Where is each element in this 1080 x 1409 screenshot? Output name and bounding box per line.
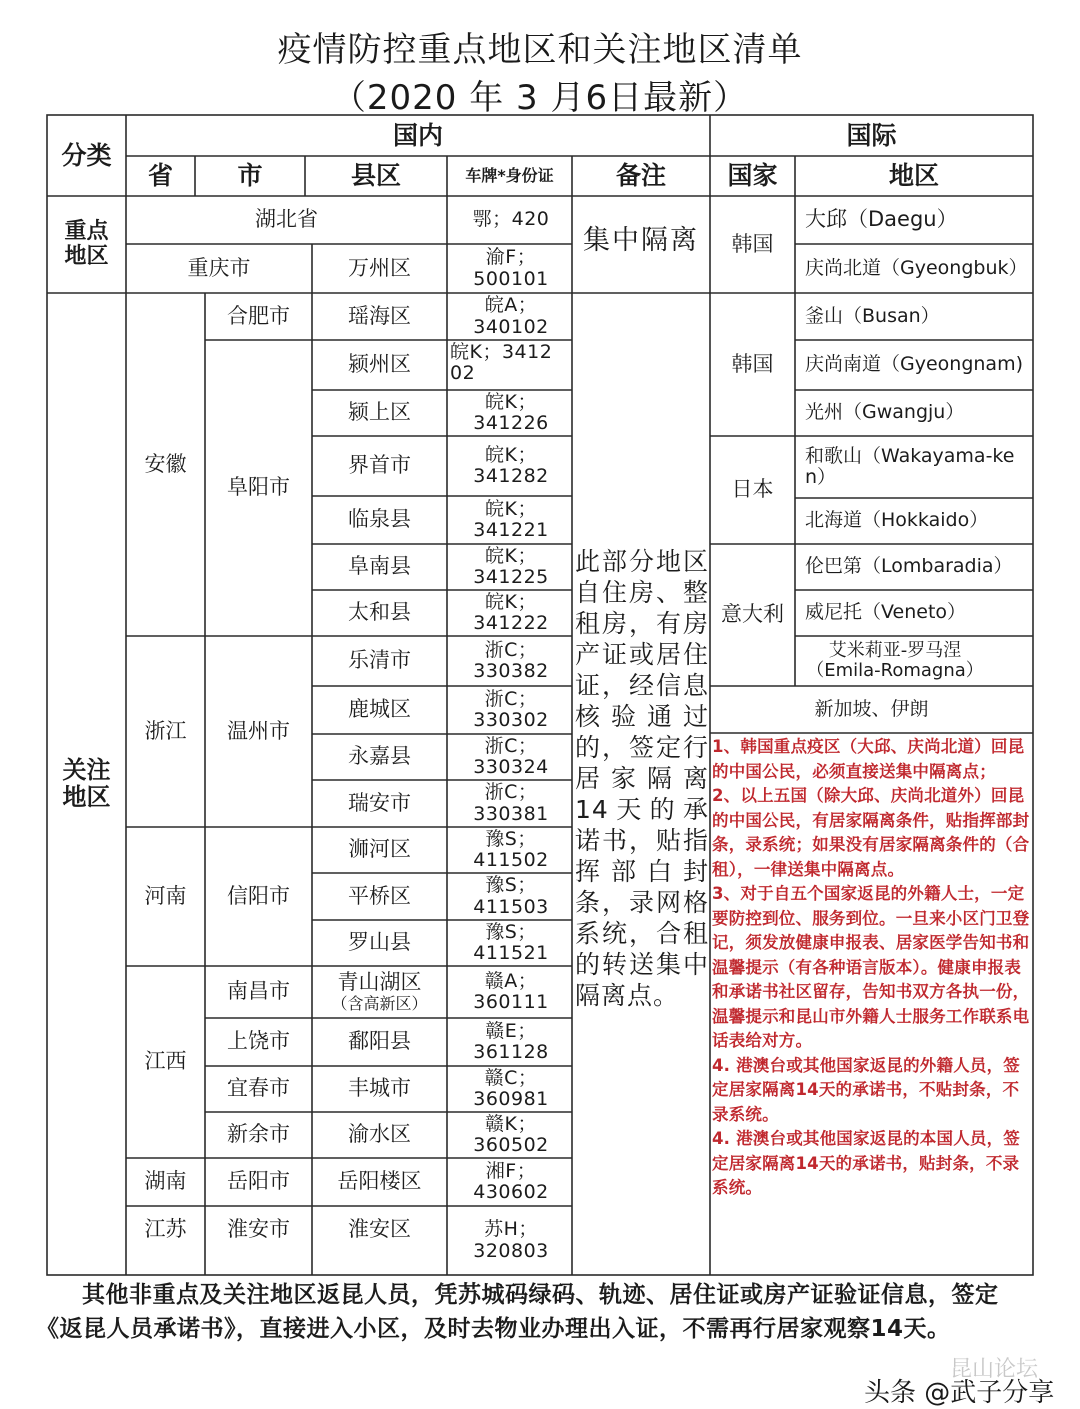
county-poyang: 鄱阳县 <box>348 1029 411 1054</box>
plate-huaian: 苏H；320803 <box>473 1218 549 1262</box>
county-lucheng: 鹿城区 <box>348 697 411 722</box>
province-hunan: 湖南 <box>144 1169 187 1194</box>
plate-qingshanhu: 赣A；360111 <box>473 969 549 1013</box>
city-xinyang: 信阳市 <box>227 883 290 908</box>
county-linquan: 临泉县 <box>348 507 411 532</box>
city-hefei: 合肥市 <box>227 303 290 328</box>
county-yushui: 渝水区 <box>348 1122 411 1147</box>
county-qingshanhu <box>312 966 447 1018</box>
page-title: 疫情防控重点地区和关注地区清单 <box>277 30 803 70</box>
county-yueqing: 乐清市 <box>348 648 411 673</box>
plate-yueqing: 浙C；330382 <box>473 638 549 682</box>
plate-fengcheng: 赣C；360981 <box>473 1066 549 1110</box>
plate-poyang: 赣E；361128 <box>473 1019 549 1063</box>
province-henan: 河南 <box>144 883 187 908</box>
header-category: 分类 <box>61 140 112 170</box>
watermark-text: 头条 @武子分享 <box>864 1378 1055 1408</box>
key-plate-hubei: 鄂；420 <box>472 208 550 231</box>
county-qingshanhu-note: （含高新区） <box>331 993 428 1013</box>
plate-taihe: 皖K；341222 <box>473 590 549 634</box>
header-remark: 备注 <box>615 161 666 190</box>
city-xinyu: 新余市 <box>227 1122 290 1147</box>
county-luoshan: 罗山县 <box>348 930 411 955</box>
intl-country-japan: 日本 <box>731 477 774 502</box>
policy-notes <box>712 735 1032 1201</box>
header-international: 国际 <box>846 120 897 150</box>
city-wenzhou: 温州市 <box>227 718 290 743</box>
key-remark: 集中隔离 <box>583 225 699 256</box>
county-huaian: 淮安区 <box>348 1217 411 1242</box>
intl-region-veneto: 威尼托（Veneto） <box>805 601 967 624</box>
intl-region-gwangju: 光州（Gwangju） <box>805 401 965 424</box>
plate-yushui: 赣K；360502 <box>473 1112 549 1156</box>
note-5: 4. 港澳台或其他国家返昆的本国人员，签定居家隔离14天的承诺书，贴封条，不录系统。 <box>712 1129 1020 1197</box>
county-yingshang: 颍上区 <box>348 400 411 425</box>
key-intl-region-daegu: 大邱（Daegu） <box>805 207 958 232</box>
province-zhejiang: 浙江 <box>144 718 187 743</box>
county-taihe: 太和县 <box>348 600 411 625</box>
key-plate-wanzhou: 渝F；500101 <box>473 246 549 290</box>
plate-linquan: 皖K；341221 <box>473 497 549 541</box>
intl-country-italy: 意大利 <box>721 602 784 627</box>
key-county-wanzhou: 万州区 <box>348 255 411 280</box>
county-qingshanhu-name: 青山湖区 <box>337 970 422 995</box>
intl-region-wakayama: 和歌山（Wakayama-ken） <box>805 444 1015 488</box>
plate-funan: 皖K；341225 <box>473 544 549 588</box>
plate-yingshang: 皖K；341226 <box>473 390 549 434</box>
header-region: 地区 <box>888 161 939 190</box>
intl-other-countries: 新加坡、伊朗 <box>814 697 929 720</box>
intl-region-busan: 釜山（Busan） <box>805 304 940 327</box>
key-intl-region-gyeongbuk: 庆尚北道（Gyeongbuk） <box>805 256 1028 279</box>
watch-areas-label: 关注 地区 <box>62 756 111 811</box>
intl-region-gyeongnam: 庆尚南道（Gyeongnam) <box>805 353 1023 376</box>
intl-region-hokkaido: 北海道（Hokkaido） <box>805 509 989 532</box>
city-shangrao: 上饶市 <box>227 1029 290 1054</box>
note-4: 4. 港澳台或其他国家返昆的外籍人员，签定居家隔离14天的承诺书，不贴封条，不录系统。 <box>712 1055 1020 1124</box>
county-yongjia: 永嘉县 <box>348 744 411 769</box>
plate-lucheng: 浙C；330302 <box>473 687 549 731</box>
page-subtitle: （2020 年 3 月6日最新） <box>331 78 749 118</box>
city-nanchang: 南昌市 <box>227 979 290 1004</box>
header-country: 国家 <box>727 161 778 190</box>
plate-yueyanglou: 湘F；430602 <box>473 1159 549 1203</box>
note-1: 1、韩国重点疫区（大邱、庆尚北道）回昆的中国公民，必须直接送集中隔离点； <box>712 737 1025 781</box>
province-jiangxi: 江西 <box>144 1049 187 1074</box>
key-intl-country: 韩国 <box>731 231 774 256</box>
county-funan: 阜南县 <box>348 554 411 579</box>
note-3: 3、对于自五个国家返昆的外籍人士，一定要防控到位、服务到位。一旦来小区门卫登记，须发放健康申报表、居家医学告知书和温馨提示（有各种语言版本）。健康申报表和承诺书社区留存，告知书双方各执一份，温馨提示和昆山市外籍人士服务工作联系电话表给对方。 <box>712 884 1030 1050</box>
intl-region-emilia: 艾米莉亚-罗马涅（Emila-Romagna） <box>806 639 984 681</box>
plate-ruian: 浙C；330381 <box>473 781 549 825</box>
watermark-faint: 昆山论坛 <box>950 1357 1039 1382</box>
county-jieshou: 界首市 <box>348 453 411 478</box>
header-plate-id: 车牌*身份证 <box>465 166 554 186</box>
province-jiangsu: 江苏 <box>144 1217 187 1242</box>
city-yueyang: 岳阳市 <box>227 1169 290 1194</box>
city-huaian: 淮安市 <box>227 1217 290 1242</box>
plate-shihe: 豫S；411502 <box>473 827 549 871</box>
intl-country-korea: 韩国 <box>731 351 774 376</box>
plate-luoshan: 豫S；411521 <box>473 920 549 964</box>
county-yingzhou: 颍州区 <box>348 352 411 377</box>
header-county: 县区 <box>350 161 401 190</box>
province-anhui: 安徽 <box>144 451 187 476</box>
county-ruian: 瑞安市 <box>348 790 411 815</box>
note-2: 2、以上五国（除大邱、庆尚北道外）回昆的中国公民，有居家隔离条件，贴指挥部封条，录系统；如果没有居家隔离条件的（合租），一律送集中隔离点。 <box>712 786 1030 879</box>
watch-remark: 此部分地区自住房、整租房，有房产证或居住证，经信息核验通过的，签定行居家隔离14天的承诺书，贴指挥部白封条，录网格系统，合租的转送集中隔离点。 <box>575 547 709 1010</box>
county-yaohai: 瑶海区 <box>348 303 411 328</box>
plate-yaohai: 皖A；340102 <box>473 294 549 338</box>
header-domestic: 国内 <box>392 120 443 150</box>
intl-region-lombardy: 伦巴第（Lombaradia） <box>805 555 1013 578</box>
city-yichun: 宜春市 <box>227 1076 290 1101</box>
header-province: 省 <box>147 161 173 190</box>
city-fuyang: 阜阳市 <box>227 475 290 500</box>
plate-yongjia: 浙C；330324 <box>473 734 549 778</box>
key-areas-label: 重点 地区 <box>64 218 109 269</box>
county-fengcheng: 丰城市 <box>348 1076 411 1101</box>
plate-pingqiao: 豫S；411503 <box>473 874 549 918</box>
key-city-chongqing: 重庆市 <box>187 255 251 280</box>
county-shihe: 浉河区 <box>348 837 411 862</box>
header-city: 市 <box>237 161 263 190</box>
plate-yingzhou: 皖K；341202 <box>450 341 553 385</box>
footer-note: 其他非重点及关注地区返昆人员，凭苏城码绿码、轨迹、居住证或房产证验证信息，签定《返昆人员承诺书》，直接进入小区，及时去物业办理出入证，不需再行居家观察14天。 <box>36 1282 999 1342</box>
county-yueyanglou: 岳阳楼区 <box>337 1169 422 1194</box>
county-pingqiao: 平桥区 <box>348 883 411 908</box>
plate-jieshou: 皖K；341282 <box>473 443 549 487</box>
key-province-hubei: 湖北省 <box>255 207 318 232</box>
